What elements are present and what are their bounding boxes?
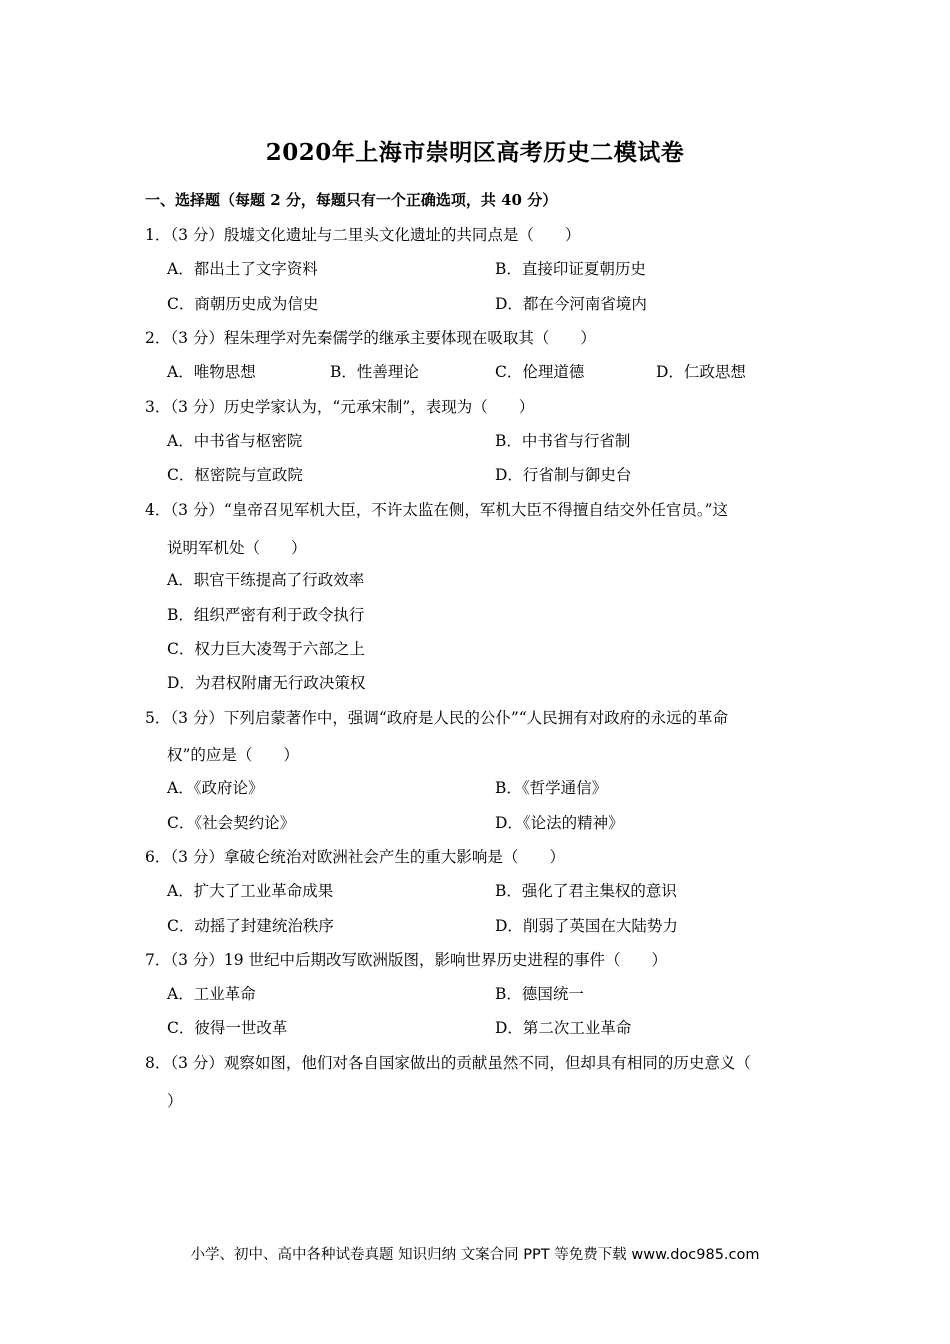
question-5-option-c: C．《社会契约论》: [167, 814, 296, 832]
question-6-option-d: D．削弱了英国在大陆势力: [495, 917, 678, 935]
question-3-stem: 3．（3 分）历史学家认为，“元承宋制”，表现为（ ）: [145, 398, 535, 416]
question-5-stem-continued: 权”的应是（ ）: [167, 746, 299, 764]
question-1-stem: 1．（3 分）殷墟文化遗址与二里头文化遗址的共同点是（ ）: [145, 226, 581, 244]
question-5-stem: 5．（3 分）下列启蒙著作中，强调“政府是人民的公仆”“人民拥有对政府的永远的革命: [145, 709, 729, 727]
question-6-stem: 6．（3 分）拿破仑统治对欧洲社会产生的重大影响是（ ）: [145, 848, 565, 866]
question-3-option-d: D．行省制与御史台: [495, 466, 632, 484]
question-7-option-c: C．彼得一世改革: [167, 1019, 288, 1037]
page-footer: 小学、初中、高中各种试卷真题 知识归纳 文案合同 PPT 等免费下载 www.doc985.com: [190, 1247, 760, 1263]
question-8-stem-continued: ）: [167, 1092, 183, 1110]
question-7-option-d: D．第二次工业革命: [495, 1019, 632, 1037]
question-3-option-a: A．中书省与枢密院: [167, 432, 303, 450]
question-6-option-a: A．扩大了工业革命成果: [167, 882, 334, 900]
question-2-option-b: B．性善理论: [330, 363, 419, 381]
question-4-stem-continued: 说明军机处（ ）: [167, 539, 307, 557]
question-6-option-c: C．动摇了封建统治秩序: [167, 917, 334, 935]
question-2-option-a: A．唯物思想: [167, 363, 256, 381]
question-7-option-b: B．德国统一: [495, 985, 584, 1003]
question-7-stem: 7．（3 分）19 世纪中后期改写欧洲版图，影响世界历史进程的事件（ ）: [145, 951, 668, 969]
question-1-option-d: D．都在今河南省境内: [495, 295, 647, 313]
question-1-option-a: A．都出土了文字资料: [167, 260, 318, 278]
question-5-option-b: B．《哲学通信》: [495, 779, 608, 797]
page-title: 2020年上海市崇明区高考历史二模试卷: [265, 139, 685, 166]
question-8-stem: 8．（3 分）观察如图，他们对各自国家做出的贡献虽然不同，但却具有相同的历史意义（: [145, 1054, 751, 1072]
question-4-stem: 4．（3 分）“皇帝召见军机大臣，不许太监在侧，军机大臣不得擅自结交外任官员。”这: [145, 501, 729, 519]
question-3-option-b: B．中书省与行省制: [495, 432, 631, 450]
question-1-option-c: C．商朝历史成为信史: [167, 295, 319, 313]
question-5-option-d: D．《论法的精神》: [495, 814, 624, 832]
question-6-option-b: B．强化了君主集权的意识: [495, 882, 677, 900]
question-5-option-a: A．《政府论》: [167, 779, 264, 797]
question-4-option-c: C．权力巨大凌驾于六部之上: [167, 640, 365, 658]
question-2-stem: 2．（3 分）程朱理学对先秦儒学的继承主要体现在吸取其（ ）: [145, 329, 596, 347]
section-heading: 一、选择题（每题 2 分，每题只有一个正确选项，共 40 分）: [145, 191, 558, 209]
question-2-option-c: C．伦理道德: [495, 363, 585, 381]
question-3-option-c: C．枢密院与宣政院: [167, 466, 303, 484]
question-1-option-b: B．直接印证夏朝历史: [495, 260, 646, 278]
question-4-option-b: B．组织严密有利于政令执行: [167, 606, 365, 624]
question-4-option-a: A．职官干练提高了行政效率: [167, 571, 365, 589]
question-2-option-d: D．仁政思想: [656, 363, 746, 381]
question-7-option-a: A．工业革命: [167, 985, 256, 1003]
question-4-option-d: D．为君权附庸无行政决策权: [167, 674, 366, 692]
